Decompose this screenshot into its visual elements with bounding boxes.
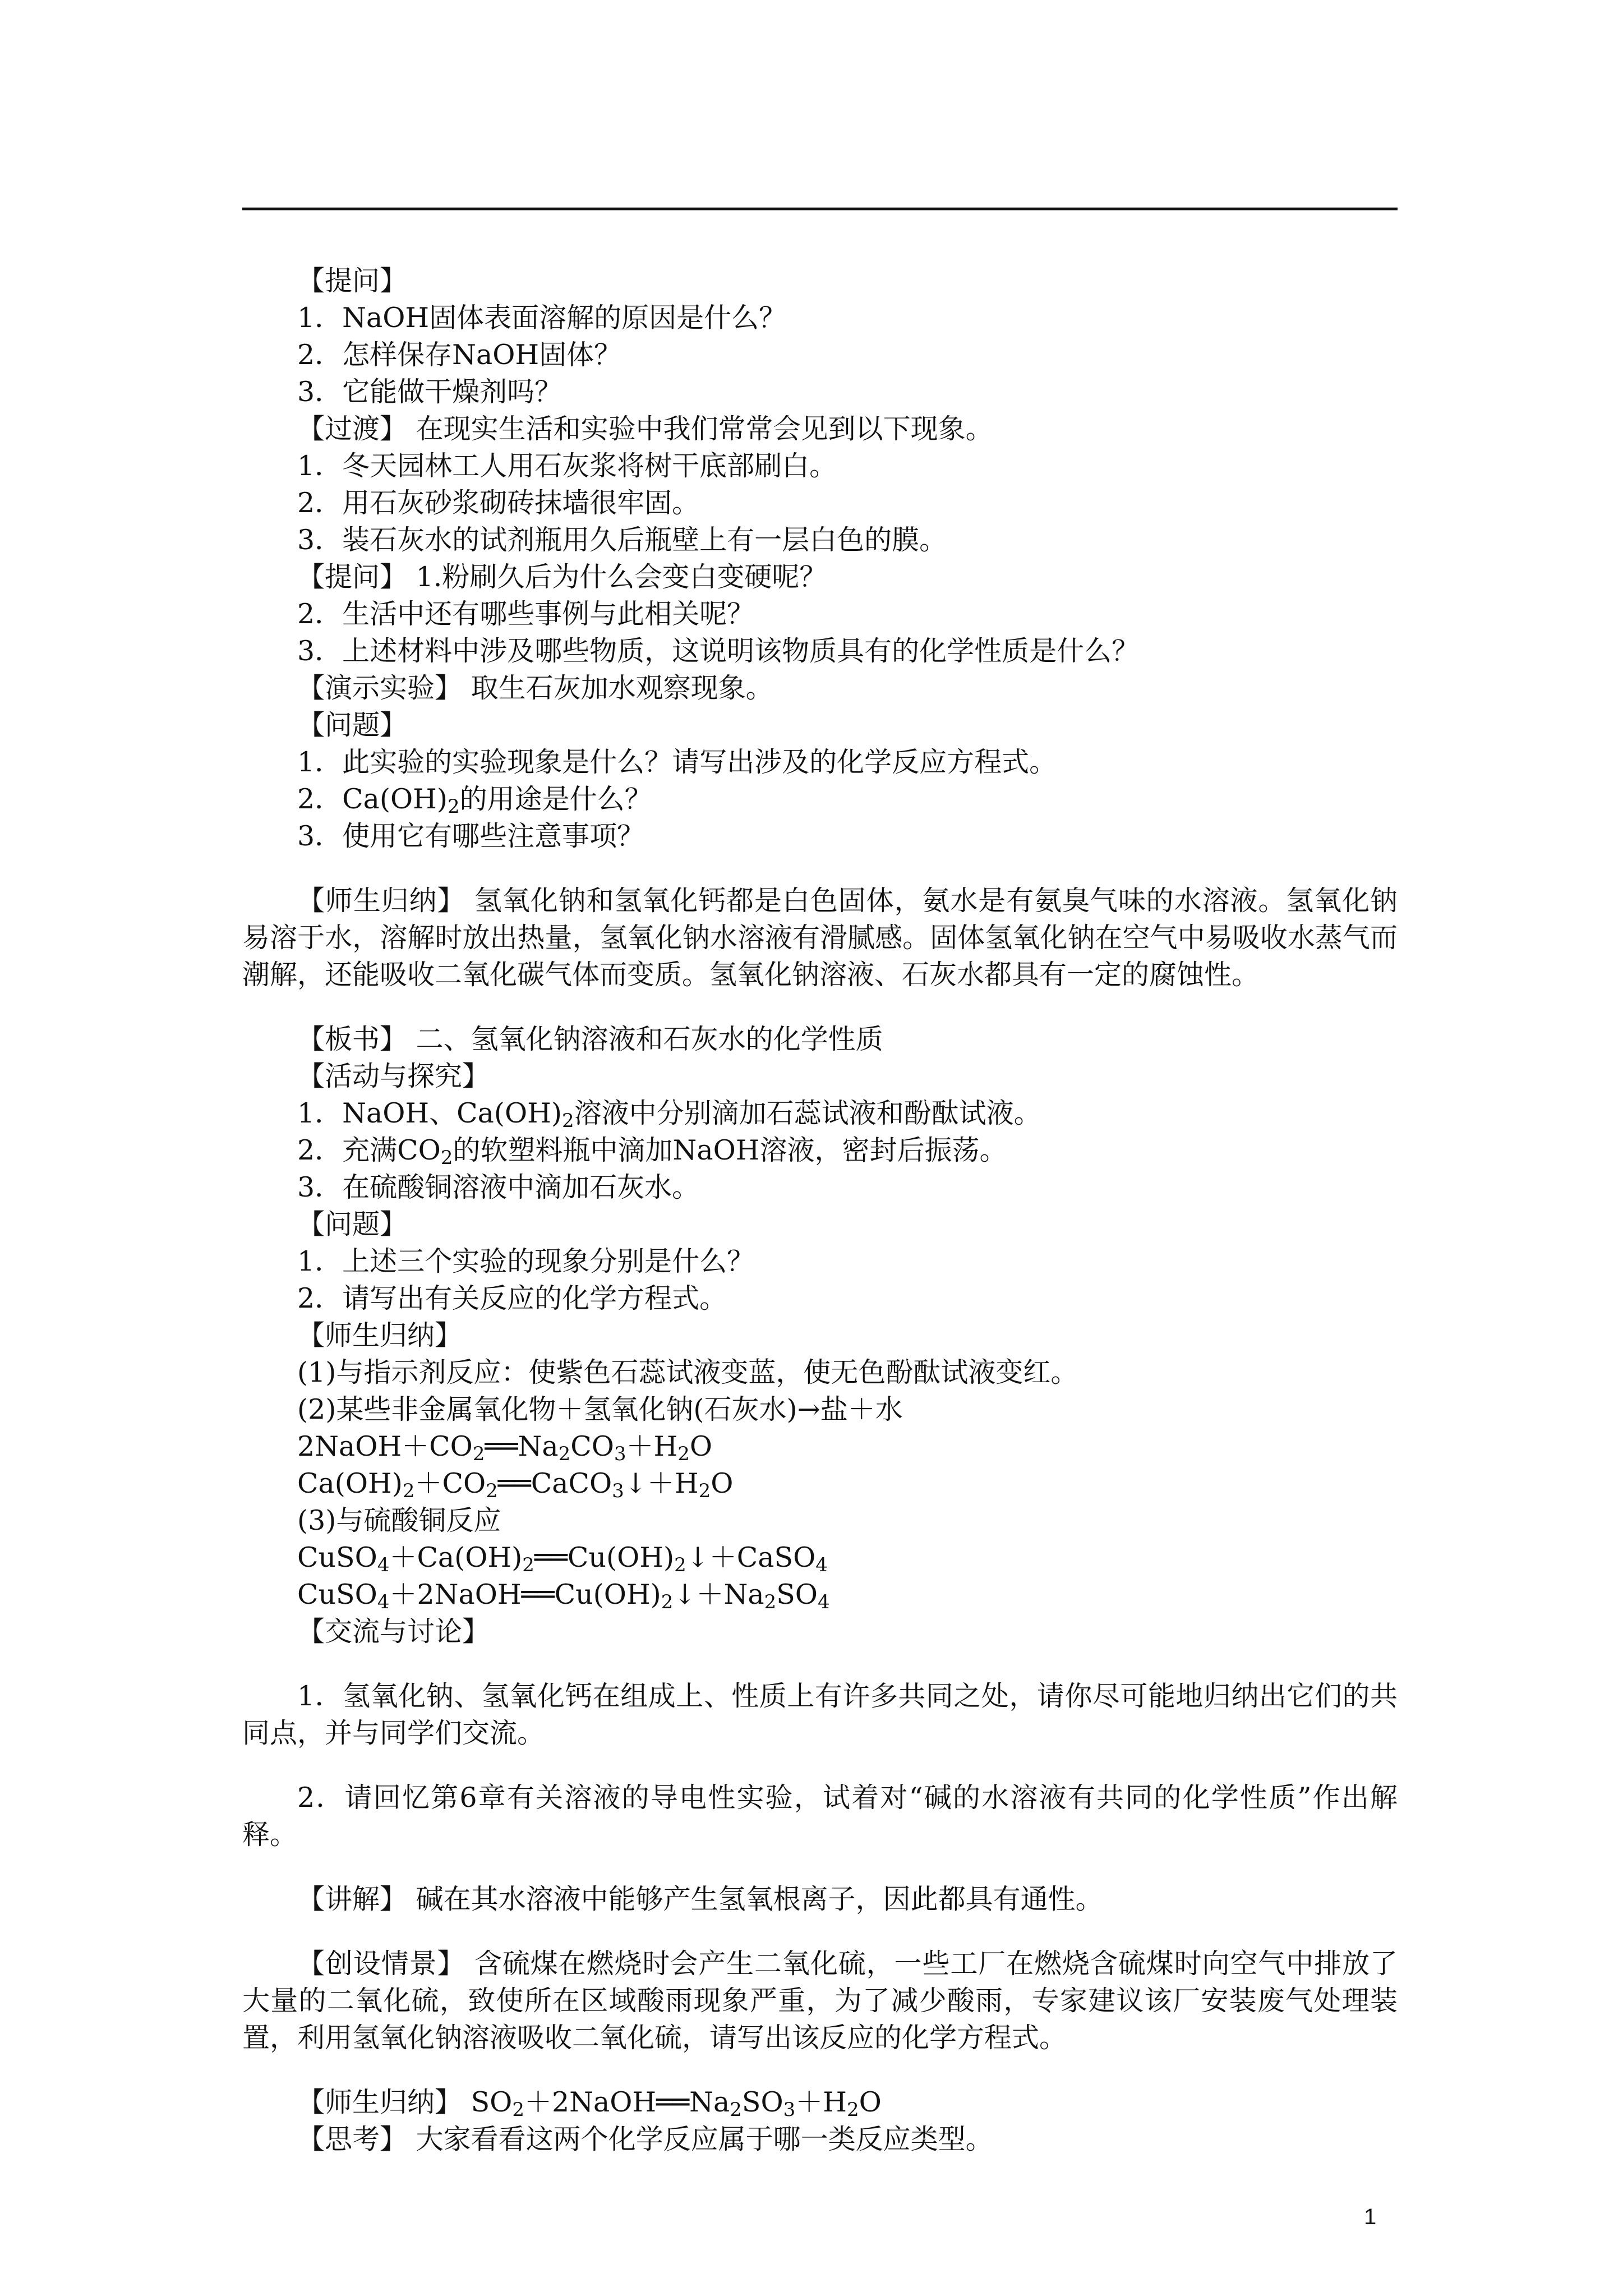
text-line: 2．生活中还有哪些事例与此相关呢？ [297,598,755,630]
discussion-paragraph: 2．请回忆第6章有关溶液的导电性实验，试着对“碱的水溶液有共同的化学性质”作出解释。 [242,1782,1398,1851]
text-line: 1．NaOH固体表面溶解的原因是什么？ [297,302,787,334]
formula-line: 1．NaOH、$Ca(OH)_2$溶液中分别滴加石蕊试液和酚酞试液。 [297,1097,1041,1132]
section-heading-activity: 【活动与探究】 [297,1060,490,1092]
text-line: 3．装石灰水的试剂瓶用久后瓶壁上有一层白色的膜。 [297,524,947,556]
text-line: 3．它能做干燥剂吗？ [297,376,562,408]
text-line: (3)与硫酸铜反应 [297,1504,501,1536]
discussion-paragraph: 1．氢氧化钠、氢氧化钙在组成上、性质上有许多共同之处，请你尽可能地归纳出它们的共同点，并与同学们交流。 [242,1680,1398,1749]
text-line: 3．在硫酸铜溶液中滴加石灰水。 [297,1171,700,1203]
section-heading-board: 【板书】 二、氢氧化钠溶液和石灰水的化学性质 [297,1023,883,1055]
text-line: (1)与指示剂反应：使紫色石蕊试液变蓝，使无色酚酞试液变红。 [297,1356,1078,1388]
text-line: 2．怎样保存NaOH固体？ [297,339,622,371]
section-heading-think: 【思考】 大家看看这两个化学反应属于哪一类反应类型。 [297,2123,993,2155]
explanation-line: 【讲解】 碱在其水溶液中能够产生氢氧根离子，因此都具有通性。 [297,1883,1103,1915]
section-heading-demo: 【演示实验】 取生石灰加水观察现象。 [297,672,773,704]
summary-paragraph: 【师生归纳】 氢氧化钠和氢氧化钙都是白色固体，氨水是有氨臭气味的水溶液。氢氧化钠易溶于水，溶解时放出热量，氢氧化钠水溶液有滑腻感。固体氢氧化钠在空气中易吸收水蒸气而潮解，还能吸收二氧化碳气体而变质。氢氧化钠溶液、石灰水都具有一定的腐蚀性。 [242,885,1398,991]
text-line: 1．冬天园林工人用石灰浆将树干底部刷白。 [297,450,837,482]
equation-line: $CuSO_4+2NaOH══Cu(OH)_2↓+Na_2SO_4$ [297,1579,830,1613]
section-heading-discussion: 【交流与讨论】 [297,1616,490,1648]
section-heading-transition: 【过渡】 在现实生活和实验中我们常常会见到以下现象。 [297,413,993,445]
text-line: 1．此实验的实验现象是什么？请写出涉及的化学反应方程式。 [297,746,1057,778]
equation-line: $2NaOH+CO_2══Na_2CO_3+H_2O$ [297,1430,713,1465]
page-number: 1 [1364,2205,1377,2229]
text-line: 1．上述三个实验的现象分别是什么？ [297,1245,755,1277]
formula-line: 2．充满$CO_2$的软塑料瓶中滴加NaOH溶液，密封后振荡。 [297,1134,1007,1169]
section-heading-problem: 【问题】 [297,1208,408,1240]
text-line: 3．上述材料中涉及哪些物质，这说明该物质具有的化学性质是什么？ [297,635,1140,667]
section-heading-problem: 【问题】 [297,709,408,741]
text-line: 2．请写出有关反应的化学方程式。 [297,1282,727,1314]
scenario-paragraph: 【创设情景】 含硫煤在燃烧时会产生二氧化硫，一些工厂在燃烧含硫煤时向空气中排放了大量的二氧化硫，致使所在区域酸雨现象严重，为了减少酸雨，专家建议该厂安装废气处理装置，利用氢氧化钠溶液吸收二氧化硫，请写出该反应的化学方程式。 [242,1948,1398,2054]
equation-line: $Ca(OH)_2+CO_2══CaCO_3↓+H_2O$ [297,1467,734,1502]
equation-line: 【师生归纳】 $SO_2+2NaOH══Na_2SO_3+H_2O$ [297,2086,882,2121]
section-heading-question: 【提问】 [297,265,408,297]
text-line: 2．用石灰砂浆砌砖抹墙很牢固。 [297,487,700,519]
document-body [242,263,1398,2158]
header-rule [242,208,1398,210]
equation-line: $CuSO_4+Ca(OH)_2══Cu(OH)_2↓+CaSO_4$ [297,1542,828,1576]
section-heading-summary: 【师生归纳】 [297,1319,463,1351]
text-line: 3．使用它有哪些注意事项？ [297,820,645,852]
formula-line: 2．$Ca(OH)_2$的用途是什么？ [297,783,652,818]
text-line: (2)某些非金属氧化物＋氢氧化钠(石灰水)→盐＋水 [297,1393,903,1425]
section-heading-question: 【提问】 1.粉刷久后为什么会变白变硬呢？ [297,561,827,593]
